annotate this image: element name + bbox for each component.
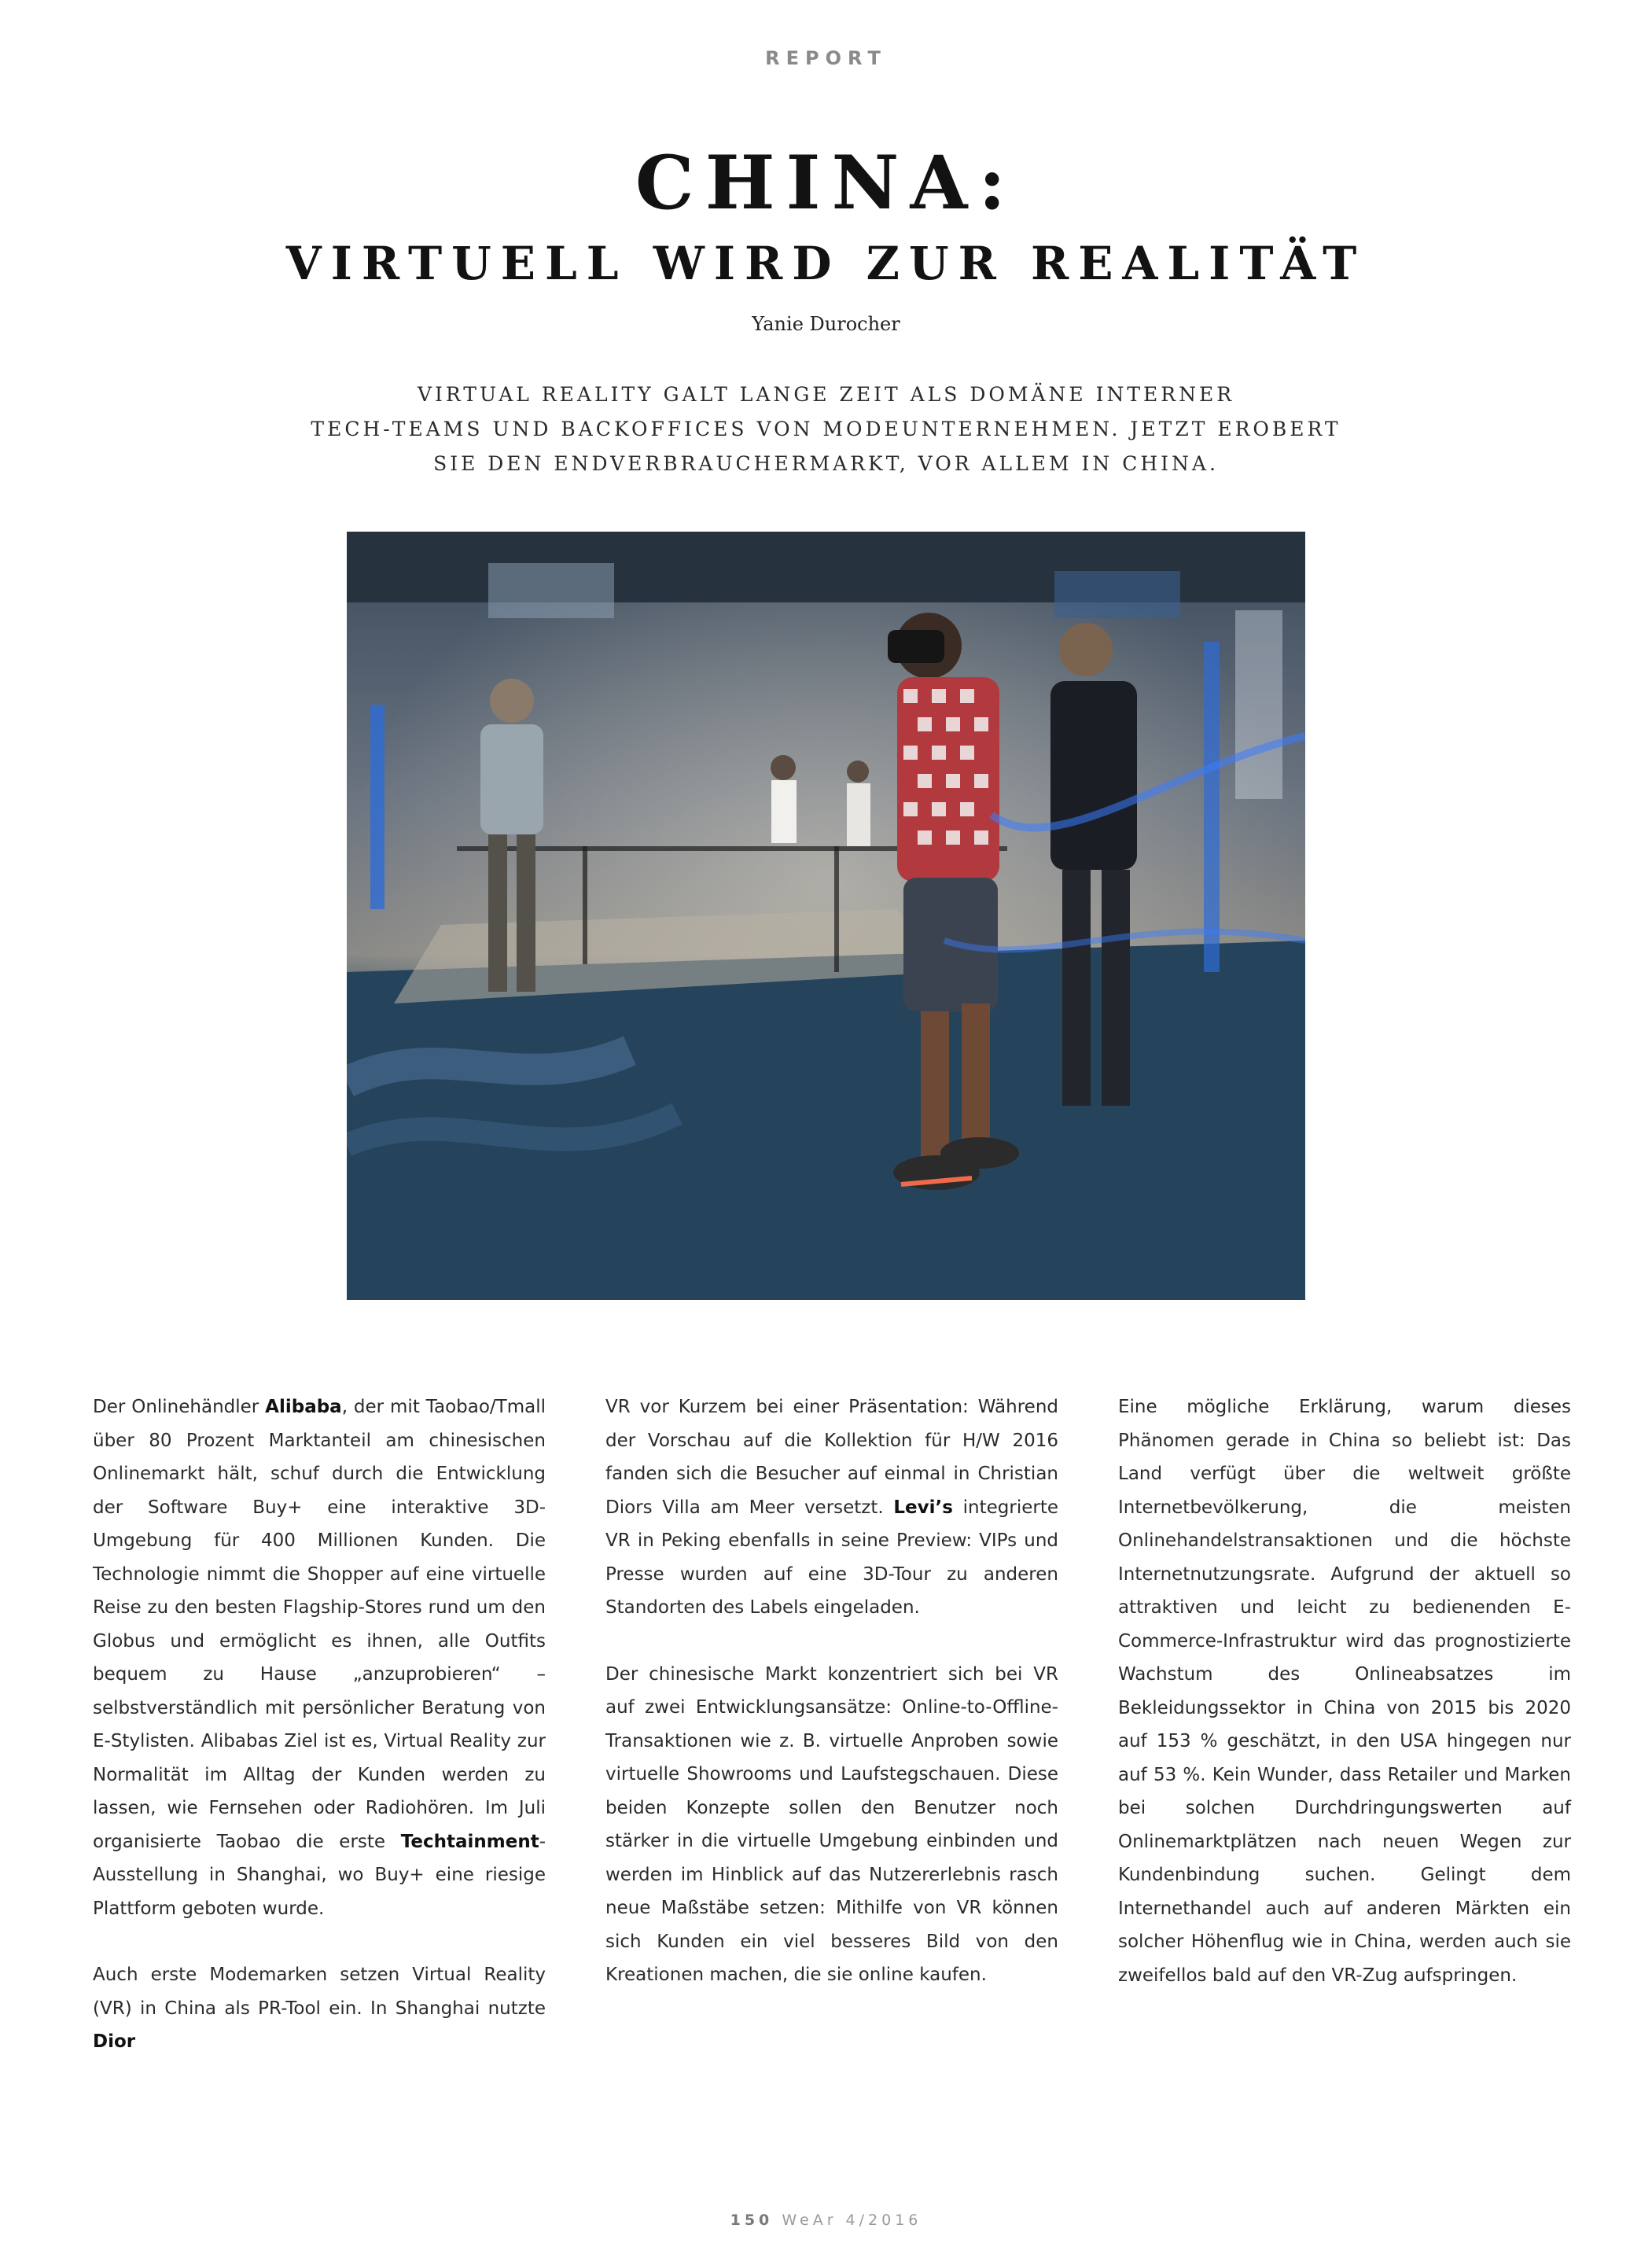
text-run: , der mit Taobao/Tmall über 80 Prozent Marktanteil am chinesischen Onlinemarkt hält, schuf durch die Entwicklung der Software Buy+ eine interaktive 3D-Umgebung für 400 Millionen Kunden. Die Technologie nimmt die Shopper auf eine virtuelle Reise zu den besten Flagship-Stores rund um den Globus und ermöglicht es ihnen, alle Outfits bequem zu Hause „anzuprobieren“ – selbstverständlich mit persönlicher Beratung von E-Stylisten. Alibabas Ziel ist es, Virtual Reality zur Normalität im Alltag der Kunden werden zu lassen, wie Fernsehen oder Radiohören. Im Juli organisierte Taobao die erste bbox=[93, 1397, 546, 1852]
article-column-3 bbox=[1118, 1390, 1571, 2025]
lead-paragraph bbox=[259, 378, 1393, 481]
page-footer bbox=[0, 2212, 1652, 2229]
body-paragraph bbox=[93, 1958, 546, 2059]
section-label: REPORT bbox=[765, 47, 887, 69]
brand-name: Levi’s bbox=[893, 1497, 953, 1518]
lead-line: SIE DEN ENDVERBRAUCHERMARKT, VOR ALLEM IN CHINA. bbox=[433, 452, 1219, 475]
lead-line: TECH-TEAMS UND BACKOFFICES VON MODEUNTERNEHMEN. JETZT EROBERT bbox=[311, 418, 1341, 440]
text-run: -Ausstellung in Shanghai, wo Buy+ eine riesige Plattform geboten wurde. bbox=[93, 1831, 546, 1919]
body-paragraph bbox=[93, 1390, 546, 1925]
article-title: CHINA: bbox=[635, 140, 1017, 226]
author-byline: Yanie Durocher bbox=[752, 313, 900, 335]
body-paragraph: Eine mögliche Erklärung, warum dieses Phänomen gerade in China so beliebt ist: Das Land verfügt über die weltweit größte Internetbevölkerung, die meisten Onlinehandelstransaktionen und die höchste Internetnutzungsrate. Aufgrund der aktuell so attraktiven und leicht zu bedienenden E-Commerce-Infrastruktur wird das prognostizierte Wachstum des Onlineabsatzes im Bekleidungssektor in China von 2015 bis 2020 auf 153 % geschätzt, in den USA hingegen nur auf 53 %. Kein Wunder, dass Retailer und Marken bei solchen Durchdringungswerten auf Onlinemarktplätzen nach neuen Wegen zur Kundenbindung suchen. Gelingt dem Internethandel auch auf anderen Märkten ein solcher Höhenflug wie in China, werden auch sie zweifellos bald auf den VR-Zug aufspringen. bbox=[1118, 1397, 1571, 1986]
article-subtitle: VIRTUELL WIRD ZUR REALITÄT bbox=[285, 237, 1367, 290]
text-run: Auch erste Modemarken setzen Virtual Reality (VR) in China als PR-Tool ein. In Shanghai nutzte bbox=[93, 1965, 546, 2019]
lead-line: VIRTUAL REALITY GALT LANGE ZEIT ALS DOMÄNE INTERNER bbox=[417, 383, 1235, 406]
article-photo bbox=[347, 532, 1305, 1300]
text-run: integrierte VR in Peking ebenfalls in seine Preview: VIPs und Presse wurden auf eine 3D-Tour zu anderen Standorten des Labels eingeladen. bbox=[605, 1497, 1059, 1618]
brand-name: Alibaba bbox=[265, 1397, 342, 1417]
article-column-1 bbox=[93, 1390, 546, 2092]
page-number: 150 bbox=[730, 2212, 774, 2229]
brand-name: Dior bbox=[93, 2031, 136, 2052]
text-run: VR vor Kurzem bei einer Präsentation: Während der Vorschau auf die Kollektion für H/W 2016 fanden sich die Besucher auf einmal in Christian Diors Villa am Meer versetzt. bbox=[605, 1397, 1058, 1518]
brand-name: Techtainment bbox=[400, 1831, 539, 1852]
issue-label: WeAr 4/2016 bbox=[782, 2212, 922, 2229]
body-paragraph: Der chinesische Markt konzentriert sich bei VR auf zwei Entwicklungsansätze: Online-to-Offline-Transaktionen wie z. B. virtuelle Anproben sowie virtuelle Showrooms und Laufstegschauen. Diese beiden Konzepte sollen den Benutzer noch stärker in die virtuelle Umgebung einbinden und werden im Hinblick auf das Nutzererlebnis rasch neue Maßstäbe setzen: Mithilfe von VR können sich Kunden ein viel besseres Bild von den Kreationen machen, die sie online kaufen. bbox=[605, 1663, 1058, 1985]
article-column-2 bbox=[605, 1390, 1058, 2025]
body-paragraph bbox=[605, 1390, 1058, 1625]
text-run: Der Onlinehändler bbox=[93, 1397, 266, 1417]
vr-showroom-photo bbox=[347, 532, 1305, 1300]
